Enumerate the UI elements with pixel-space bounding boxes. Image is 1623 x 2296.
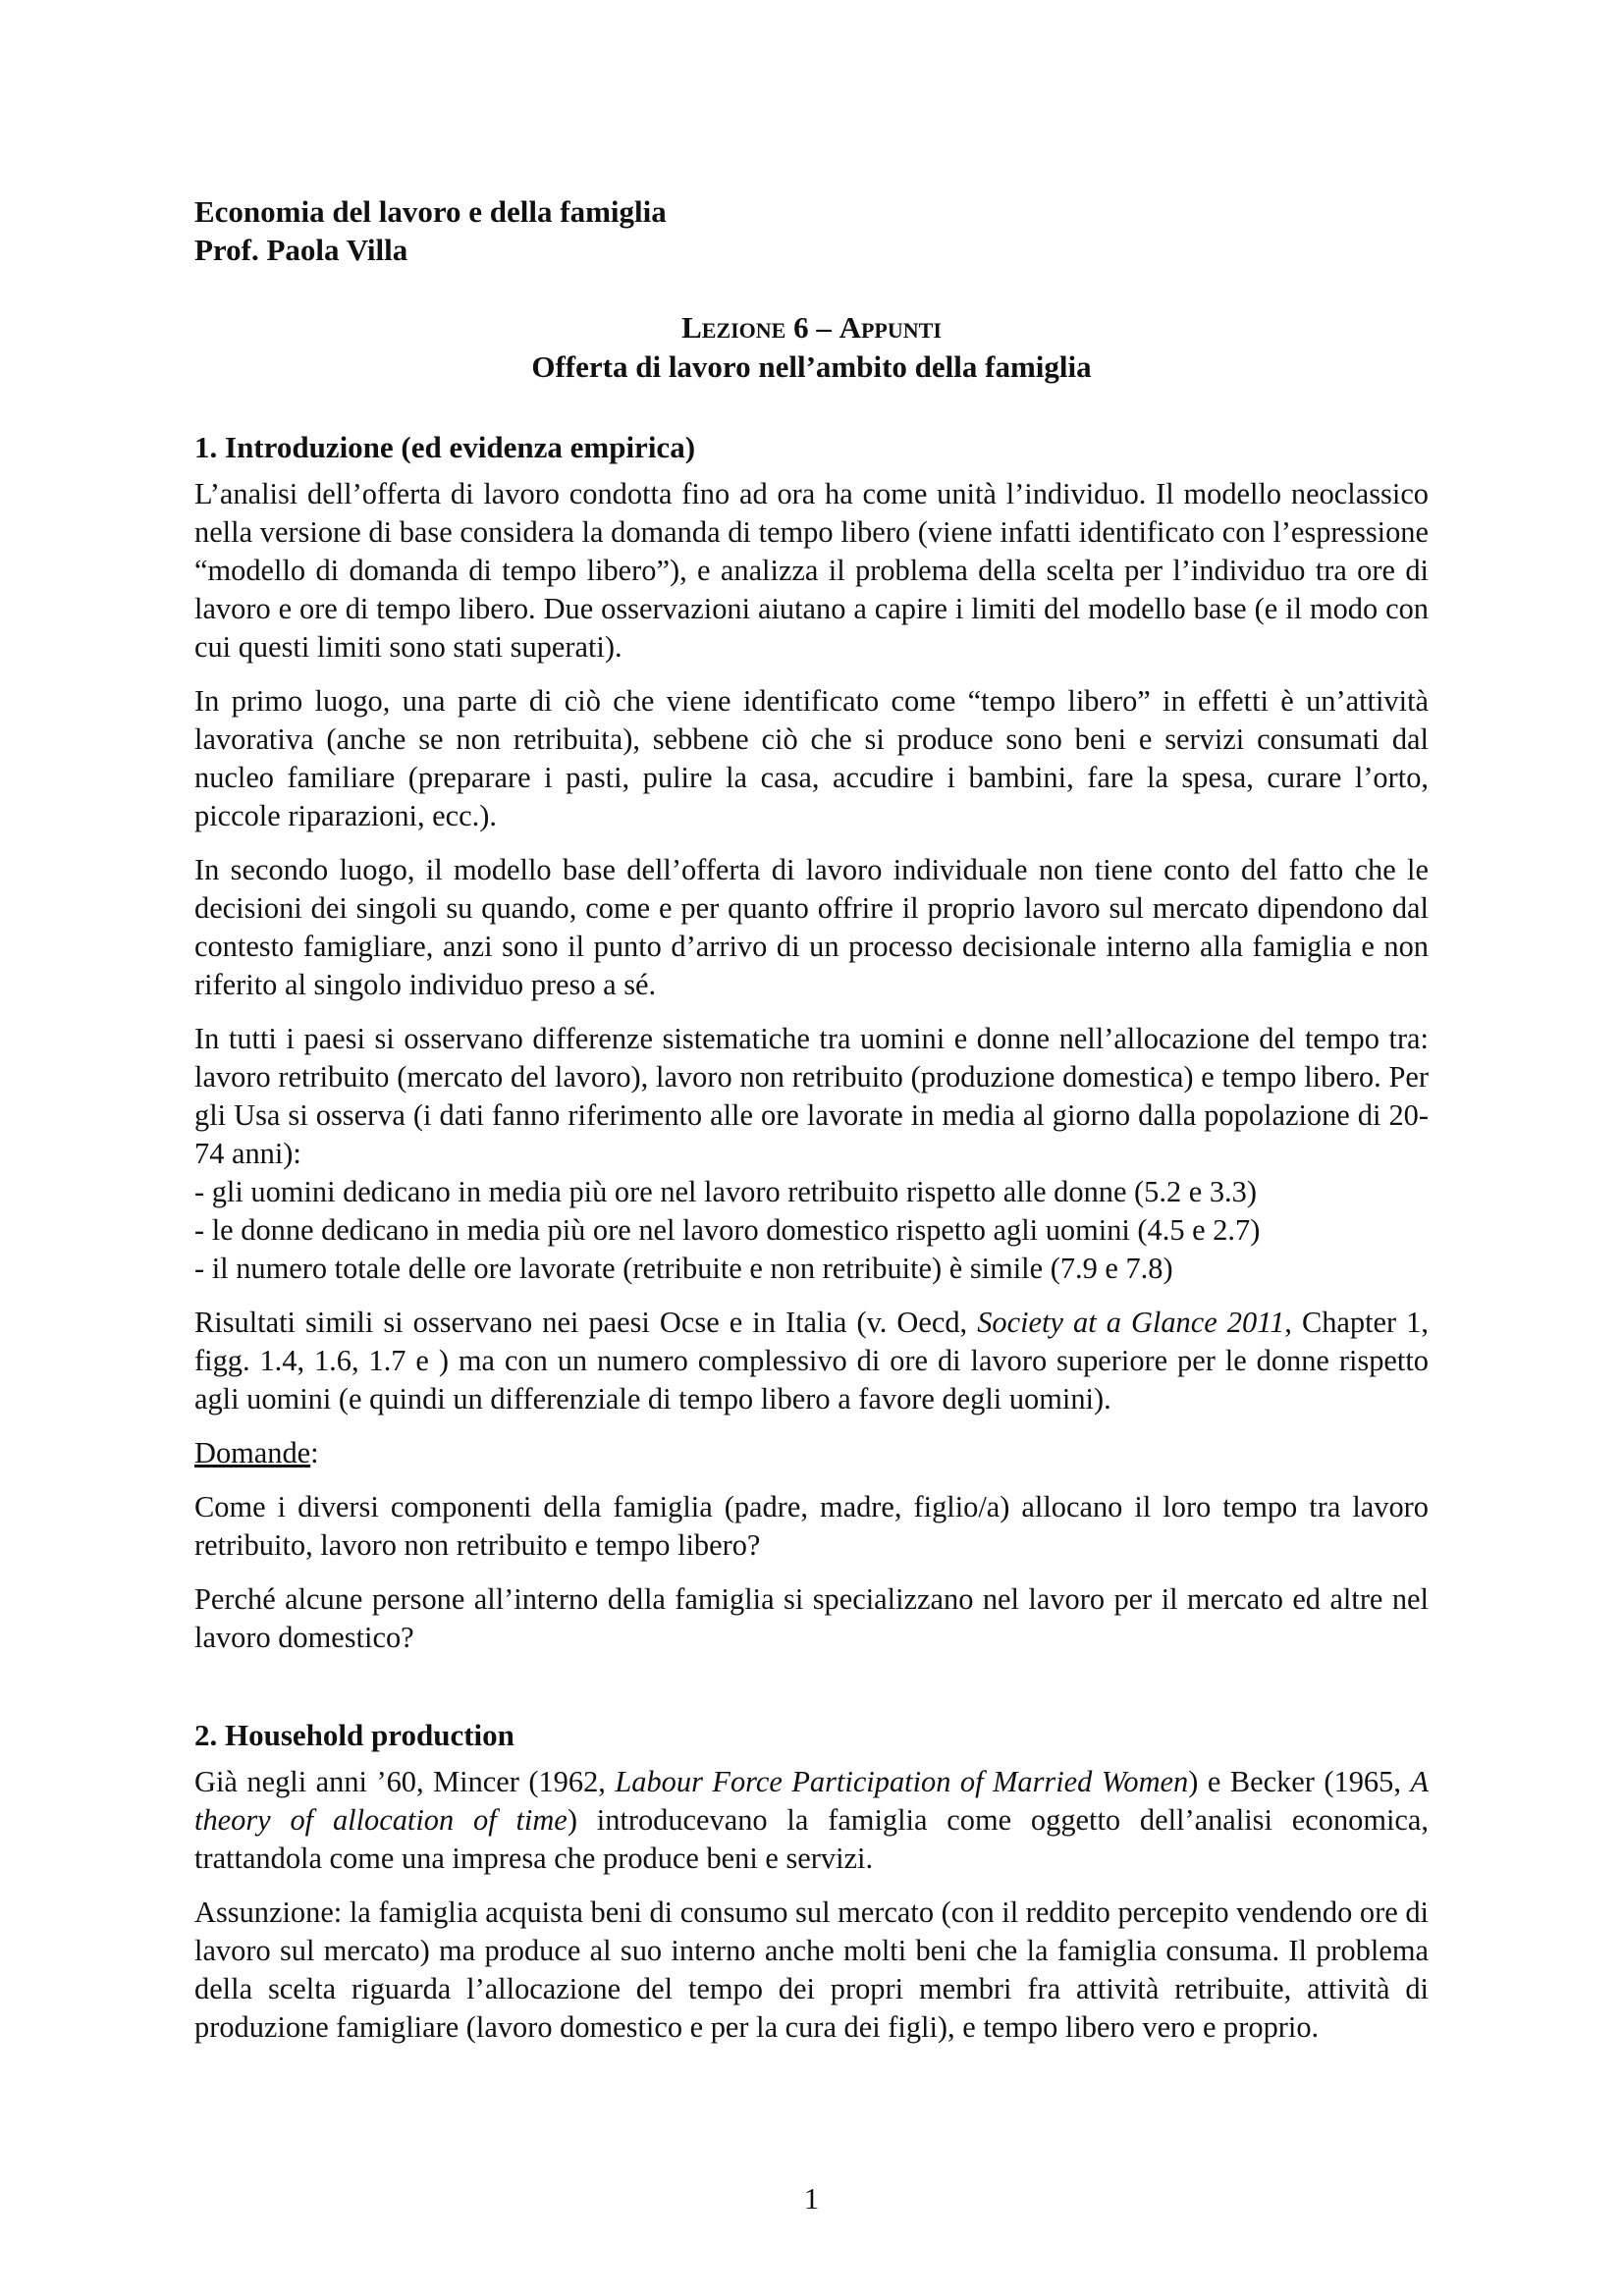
lesson-label: Lezione [681,310,786,345]
paragraph-2: In primo luogo, una parte di ciò che viene identificato come “tempo libero” in effetti è un’attività lavorativa (anche se non retribuita), sebbene ciò che si produce sono beni e servizi consumati dal nucleo familiare (preparare i pasti, pulire la casa, accudire i bambini, fare la spesa, curare l’orto, piccole riparazioni, ecc.). [194,684,1429,832]
course-title: Economia del lavoro e della famiglia [194,194,667,229]
list-item: - le donne dedicano in media più ore nel lavoro domestico rispetto agli uomini (4.5 e 2.7) [194,1213,1261,1247]
text-run: Risultati simili si osservano nei paesi Ocse e in Italia (v. Oecd, [194,1306,978,1339]
paragraph-6 [194,1763,1429,1878]
paragraph-5 [194,1304,1429,1418]
lesson-title [194,308,1429,347]
citation-title: A theory of allocation of time [194,1765,1430,1837]
text-run: ) introducevano la famiglia come oggetto dell’analisi economica, trattandola come una impresa che produce beni e servizi. [194,1803,1429,1875]
page-number: 1 [803,2181,820,2216]
paragraph-1: L’analisi dell’offerta di lavoro condotta fino ad ora ha come unità l’individuo. Il modello neoclassico nella versione di base considera la domanda di tempo libero (viene infatti identificato con l’espressione “modello di domanda di tempo libero”), e analizza il problema della scelta per l’individuo tra ore di lavoro e ore di tempo libero. Due osservazioni aiutano a capire i limiti del modello base (e il modo con cui questi limiti sono stati superati). [194,477,1429,664]
citation-title: Labour Force Participation of Married Women [615,1765,1189,1798]
text-run: ) e Becker (1965, [1188,1765,1411,1798]
text-run: , Chapter 1, figg. 1.4, 1.6, 1.7 e ) ma con un numero complessivo di ore di lavoro superiore per le donne rispetto agli uomini (e quindi un differenziale di tempo libero a favore degli uomini). [194,1306,1429,1415]
text-run: : [310,1436,319,1469]
paragraph-4: In tutti i paesi si osservano differenze sistematiche tra uomini e donne nell’allocazione del tempo tra: lavoro retribuito (mercato del lavoro), lavoro non retribuito (produzione domestica) e tempo libero. Per gli Usa si osserva (i dati fanno riferimento alle ore lavorate in media al giorno dalla popolazione di 20-74 anni): [194,1022,1429,1170]
lesson-subtitle: Offerta di lavoro nell’ambito della famiglia [531,349,1092,384]
section-1-title: 1. Introduzione (ed evidenza empirica) [194,430,696,464]
text-run: Già negli anni ’60, Mincer (1962, [194,1765,616,1798]
notes-label: Appunti [839,310,942,345]
section-2-title: 2. Household production [194,1718,514,1752]
empirical-evidence-block [194,1020,1429,1288]
section-introduction [194,428,1429,1657]
questions-label-text: Domande [194,1436,311,1469]
paragraph-3: In secondo luogo, il modello base dell’offerta di lavoro individuale non tiene conto del fatto che le decisioni dei singoli su quando, come e per quanto offrire il proprio lavoro sul mercato dipendono dal contesto famigliare, anzi sono il punto d’arrivo di un processo decisionale interno alla famiglia e non riferito al singolo individuo preso a sé. [194,853,1429,1001]
list-item: - gli uomini dedicano in media più ore nel lavoro retribuito rispetto alle donne (5.2 e 3.3) [194,1175,1257,1208]
evidence-list [194,1173,1429,1288]
questions-label [194,1434,1429,1472]
document-header [194,192,1429,269]
section-household-production [194,1716,1429,2047]
question-1: Come i diversi componenti della famiglia (padre, madre, figlio/a) allocano il loro tempo tra lavoro retribuito, lavoro non retribuito e tempo libero? [194,1490,1429,1562]
paragraph-7: Assunzione: la famiglia acquista beni di consumo sul mercato (con il reddito percepito vendendo ore di lavoro sul mercato) ma produce al suo interno anche molti beni che la famiglia consuma. Il problema della scelta riguarda l’allocazione del tempo dei propri membri fra attività retribuite, attività di produzione famigliare (lavoro domestico e per la cura dei figli), e tempo libero vero e proprio. [194,1896,1429,2044]
lesson-number: 6 – [793,310,832,345]
lesson-heading [194,308,1429,387]
list-item: - il numero totale delle ore lavorate (retribuite e non retribuite) è simile (7.9 e 7.8) [194,1252,1173,1285]
question-2: Perché alcune persone all’interno della famiglia si specializzano nel lavoro per il mercato ed altre nel lavoro domestico? [194,1582,1429,1654]
professor-name: Prof. Paola Villa [194,233,408,267]
citation-title: Society at a Glance 2011 [977,1306,1285,1339]
